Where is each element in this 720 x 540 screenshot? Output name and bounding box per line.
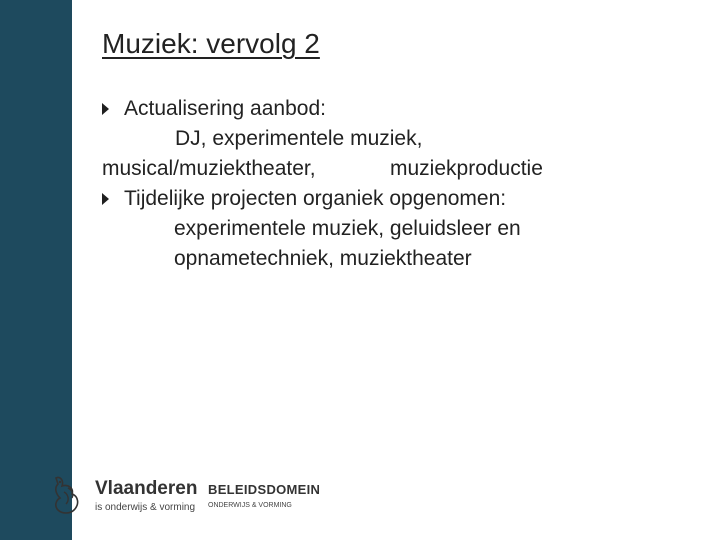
domain-name: BELEIDSDOMEIN xyxy=(208,482,321,497)
bullet-arrow-icon xyxy=(102,103,109,115)
brand-tagline: is onderwijs & vorming xyxy=(95,502,196,513)
bullet-arrow-icon xyxy=(102,193,109,205)
side-bar xyxy=(0,0,72,540)
slide-body xyxy=(102,94,602,274)
flemish-lion-logo xyxy=(50,474,86,516)
list-item xyxy=(102,184,602,214)
list-item-continuation xyxy=(102,154,602,184)
brand-name: Vlaanderen xyxy=(95,478,198,499)
continuation-text: muziekproductie xyxy=(390,157,543,180)
continuation-text: experimentele muziek, geluidsleer en xyxy=(174,217,521,240)
footer-logos xyxy=(50,470,350,520)
bullet-text: Actualisering aanbod: xyxy=(124,97,326,120)
continuation-text: DJ, experimentele muziek, xyxy=(175,127,423,150)
list-item-continuation xyxy=(102,124,602,154)
continuation-text: opnametechniek, muziektheater xyxy=(174,247,472,270)
continuation-text: musical/muziektheater, xyxy=(102,157,316,180)
domain-subtitle: ONDERWIJS & VORMING xyxy=(208,502,292,509)
list-item xyxy=(102,94,602,124)
bullet-text: Tijdelijke projecten organiek opgenomen: xyxy=(124,187,507,210)
list-item-continuation xyxy=(102,214,602,244)
slide-title: Muziek: vervolg 2 xyxy=(102,28,320,59)
list-item-continuation xyxy=(102,244,602,274)
